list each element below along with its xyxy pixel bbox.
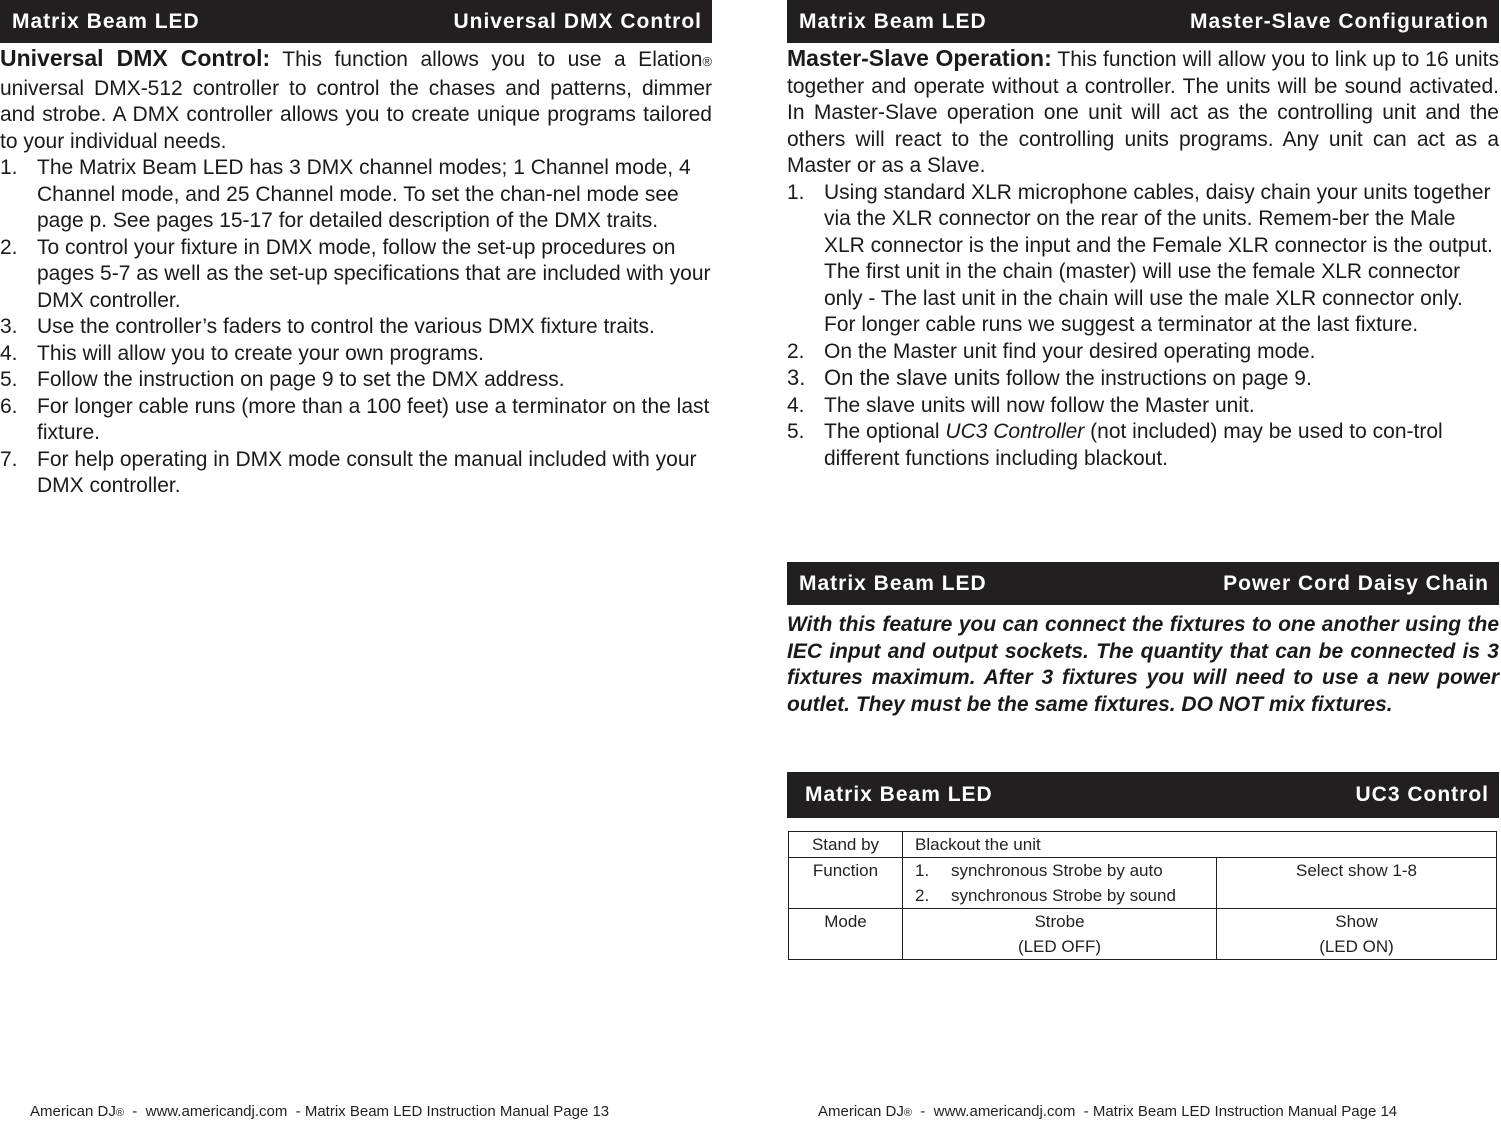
footer-registered-mark: ®: [115, 1107, 124, 1119]
step-number: 6.: [0, 394, 18, 418]
footer-text: - www.americandj.com - Matrix Beam LED Instruction Manual Page 14: [911, 1103, 1398, 1120]
list-item: [903, 858, 1216, 883]
mode-strobe-cell: [903, 909, 1217, 960]
list-item: [0, 367, 712, 394]
step-text: For longer cable runs (more than a 100 feet) use a terminator on the last fixture.: [37, 394, 710, 444]
footer-text: - www.americandj.com - Matrix Beam LED Instruction Manual Page 13: [123, 1103, 610, 1120]
table-row: [789, 858, 1497, 909]
universal-dmx-intro: [0, 45, 712, 155]
step-number: 2.: [0, 235, 18, 259]
dmx-steps-list: [0, 155, 712, 500]
universal-dmx-header: [0, 0, 712, 43]
step-number: 1.: [0, 156, 18, 179]
master-slave-intro: [787, 45, 1499, 180]
step-number: 2.: [787, 339, 805, 363]
uc3-control-table: [788, 831, 1497, 960]
list-item: [0, 447, 712, 500]
step-text: This will allow you to create your own programs.: [37, 341, 485, 365]
list-item: [0, 394, 712, 447]
mode-strobe-sub: (LED OFF): [1017, 937, 1102, 956]
function-items: [903, 858, 1217, 909]
master-slave-steps-list: [787, 180, 1499, 473]
registered-mark: ®: [702, 54, 712, 69]
function-right-value: Select show 1-8: [1217, 858, 1497, 909]
step-text: For help operating in DMX mode consult the manual included with your DMX controller.: [37, 447, 697, 497]
mode-show-sub: (LED ON): [1319, 937, 1394, 956]
list-item: [787, 339, 1499, 366]
header-section-title: UC3 Control: [1355, 783, 1489, 806]
power-cord-header: [787, 562, 1499, 605]
list-item: [787, 180, 1499, 339]
step-text: Use the controller’s faders to control the various DMX fixture traits.: [37, 315, 655, 338]
step-number: 3.: [0, 315, 18, 338]
footer-brand: American DJ: [818, 1103, 904, 1120]
right-footer: [818, 1103, 1397, 1120]
step-text-b: (not included) may be used to con-trol different functions including blackout.: [824, 420, 1443, 470]
step-text-emphasis: On the slave units: [824, 365, 1001, 390]
step-text-italic: UC3 Controller: [945, 420, 1085, 443]
step-number: 4.: [0, 341, 18, 365]
list-item: [0, 155, 712, 235]
mode-show-cell: [1217, 909, 1497, 960]
step-text: Using standard XLR microphone cables, daisy chain your units together via the XLR connector on the rear of the units. Remem-ber the Male XLR connector is the input and the Female XLR connector is the output. The first unit in the chain (master) will use the female XLR connector only - The last unit in the chain will use the male XLR connector only. For longer cable runs we suggest a terminator at the last fixture.: [824, 180, 1493, 336]
step-number: 3.: [787, 365, 806, 390]
step-number: 5.: [787, 420, 805, 443]
list-item: [903, 883, 1216, 908]
intro-lead: Universal DMX Control:: [0, 45, 271, 71]
step-text: Follow the instruction on page 9 to set the DMX address.: [37, 368, 565, 391]
function-item-number: 2.: [915, 886, 930, 905]
list-item: [787, 419, 1499, 472]
footer-brand: American DJ: [30, 1103, 116, 1120]
step-text: The Matrix Beam LED has 3 DMX channel modes; 1 Channel mode, 4 Channel mode, and 25 Channel mode. To set the chan-nel mode see page p. See pages 15-17 for detailed description of the DMX traits.: [37, 156, 691, 232]
intro-text-1: This function allows you to use a Elation: [270, 48, 703, 71]
step-number: 4.: [787, 393, 805, 417]
step-text: On the Master unit find your desired operating mode.: [824, 339, 1316, 363]
list-item: [0, 341, 712, 368]
right-page: [787, 0, 1499, 956]
step-text-a: The optional: [824, 420, 946, 443]
list-item: [0, 235, 712, 315]
table-row: [789, 909, 1497, 960]
header-section-title: Universal DMX Control: [453, 9, 702, 33]
step-number: 7.: [0, 447, 18, 471]
header-section-title: Master-Slave Configuration: [1189, 9, 1489, 33]
intro-lead: Master-Slave Operation:: [787, 45, 1052, 71]
header-product-title: Matrix Beam LED: [799, 571, 987, 595]
intro-text: This function will allow you to link up to 16 units together and operate without a controller. The units will be sound activated. In Master-Slave operation one unit will act as the controlling unit and the others will react to the controlling units programs. Any unit can act as a Master or as a Slave.: [787, 48, 1499, 177]
function-item-text: synchronous Strobe by sound: [951, 886, 1176, 905]
list-item: [0, 314, 712, 341]
step-number: 1.: [787, 180, 805, 204]
list-item: [787, 365, 1499, 393]
step-number: 5.: [0, 368, 18, 391]
step-text: To control your fixture in DMX mode, follow the set-up procedures on pages 5-7 as well as the set-up specifications that are included with your DMX controller.: [37, 235, 711, 312]
function-item-text: synchronous Strobe by auto: [951, 861, 1163, 880]
mode-strobe: Strobe: [1034, 912, 1085, 931]
function-item-number: 1.: [915, 861, 930, 880]
table-row: [789, 832, 1497, 858]
intro-text-2: universal DMX-512 controller to control the chases and patterns, dimmer and strobe. A DMX controller allows you to create unique programs tailored to your individual needs.: [0, 76, 712, 153]
function-label: Function: [789, 858, 903, 909]
mode-label: Mode: [789, 909, 903, 960]
footer-registered-mark: ®: [903, 1107, 912, 1119]
step-text: The slave units will now follow the Master unit.: [824, 393, 1255, 417]
standby-value: Blackout the unit: [903, 832, 1497, 858]
mode-show: Show: [1335, 912, 1378, 931]
left-footer: [30, 1103, 609, 1120]
master-slave-header: [787, 0, 1499, 43]
header-product-title: Matrix Beam LED: [799, 9, 987, 33]
left-page: [0, 0, 712, 500]
standby-label: Stand by: [789, 832, 903, 858]
list-item: [787, 393, 1499, 420]
uc3-header: [787, 772, 1499, 818]
power-cord-text: With this feature you can connect the fixtures to one another using the IEC input and output sockets. The quantity that can be connected is 3 fixtures maximum. After 3 fixtures you will need to use a new power outlet. They must be the same fixtures. DO NOT mix fixtures.: [787, 613, 1499, 716]
step-text: follow the instructions on page 9.: [1000, 367, 1312, 390]
header-product-title: Matrix Beam LED: [805, 783, 993, 806]
header-product-title: Matrix Beam LED: [12, 9, 200, 33]
header-section-title: Power Cord Daisy Chain: [1223, 571, 1489, 595]
